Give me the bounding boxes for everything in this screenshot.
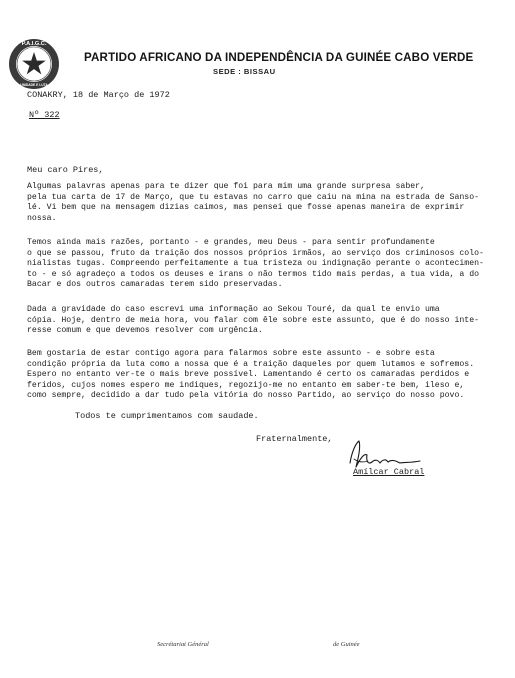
paigc-seal-icon (8, 38, 60, 90)
seal-motto: UNIDADE E LUTA (20, 83, 48, 88)
organization-name: PARTIDO AFRICANO DA INDEPENDÊNCIA DA GUINÉE CABO VERDE (84, 51, 474, 64)
paragraph-line: resse comum e que devemos resolver com urgência. (27, 326, 263, 336)
paragraph-line: nialistas tugas. Compreendo perfeitamente a tua tristeza ou indignação perante o acontecimen- (27, 259, 484, 269)
paragraph-4 (27, 349, 498, 402)
paragraph-line: o que se passou, fruto da traição dos nossos próprios irmãos, ao serviço dos criminosos colo- (27, 248, 484, 258)
seal-text: P.A.I.G.C. (21, 40, 47, 47)
closing-line: Todos te cumprimentamos com saudade. (75, 411, 259, 421)
paragraph-line: cópia. Hoje, dentro de meia hora, vou falar com êle sobre este assunto, que é do nosso inte- (27, 315, 480, 325)
paragraph-line: Bem gostaria de estar contigo agora para falarmos sobre este assunto - e sobre esta (27, 349, 435, 358)
footer-left: Secrétariat Général (157, 641, 209, 648)
footer-right: de Guinée (333, 641, 360, 648)
paragraph-1 (27, 182, 498, 224)
paragraph-line: to - e só agradeço a todos os deuses e irans o não termos tido mais perdas, a tua vida, a do (27, 269, 480, 279)
paragraph-line: nossa. (27, 213, 57, 223)
paragraph-line: Bacar e dos outros camaradas terem sido preservadas. (27, 280, 283, 290)
reference-number: Nº 322 (29, 110, 60, 120)
paragraph-line: condição própria da luta como a nossa que é a traição daqueles por quem lutamos e sofremos. (27, 359, 475, 369)
greeting: Meu caro Pires, (27, 165, 104, 175)
paragraph-line: Algumas palavras apenas para te dizer que foi para mim uma grande surpresa saber, (27, 182, 425, 191)
paragraph-2 (27, 238, 498, 291)
seat-line: SEDE : BISSAU (213, 67, 276, 76)
paragraph-line: Dada a gravidade do caso escrevi uma informação ao Sekou Touré, da qual te envio uma (27, 305, 440, 314)
paragraph-line: Temos ainda mais razões, portanto - e grandes, meu Deus - para sentir profundamente (27, 238, 435, 247)
valediction: Fraternalmente, (256, 434, 333, 444)
paragraph-line: lé. Vi bem que na mensagem dizias caimos, mas pensei que fosse apenas maneira de exprimir (27, 203, 465, 213)
paragraph-line: pela tua carta de 17 de Março, que tu estavas no carro que caiu na mina na estrada de Sanso- (27, 192, 480, 202)
handwritten-signature (342, 437, 432, 487)
paragraph-line: como sempre, decidido a dar tudo pela vitória do nosso Partido, ao serviço do nosso povo. (27, 391, 465, 401)
place-date: CONAKRY, 18 de Março de 1972 (27, 90, 170, 100)
paragraph-line: Espero no entanto ver-te o mais breve possível. Lamentando é certo os camaradas perdidos e (27, 370, 470, 380)
paragraph-line: feridos, cujos nomes espero me indiques, regozijo-me no entanto em saber-te bem, ileso e, (27, 380, 465, 390)
signatory-name: Amílcar Cabral (353, 467, 425, 477)
paragraph-3 (27, 305, 498, 337)
